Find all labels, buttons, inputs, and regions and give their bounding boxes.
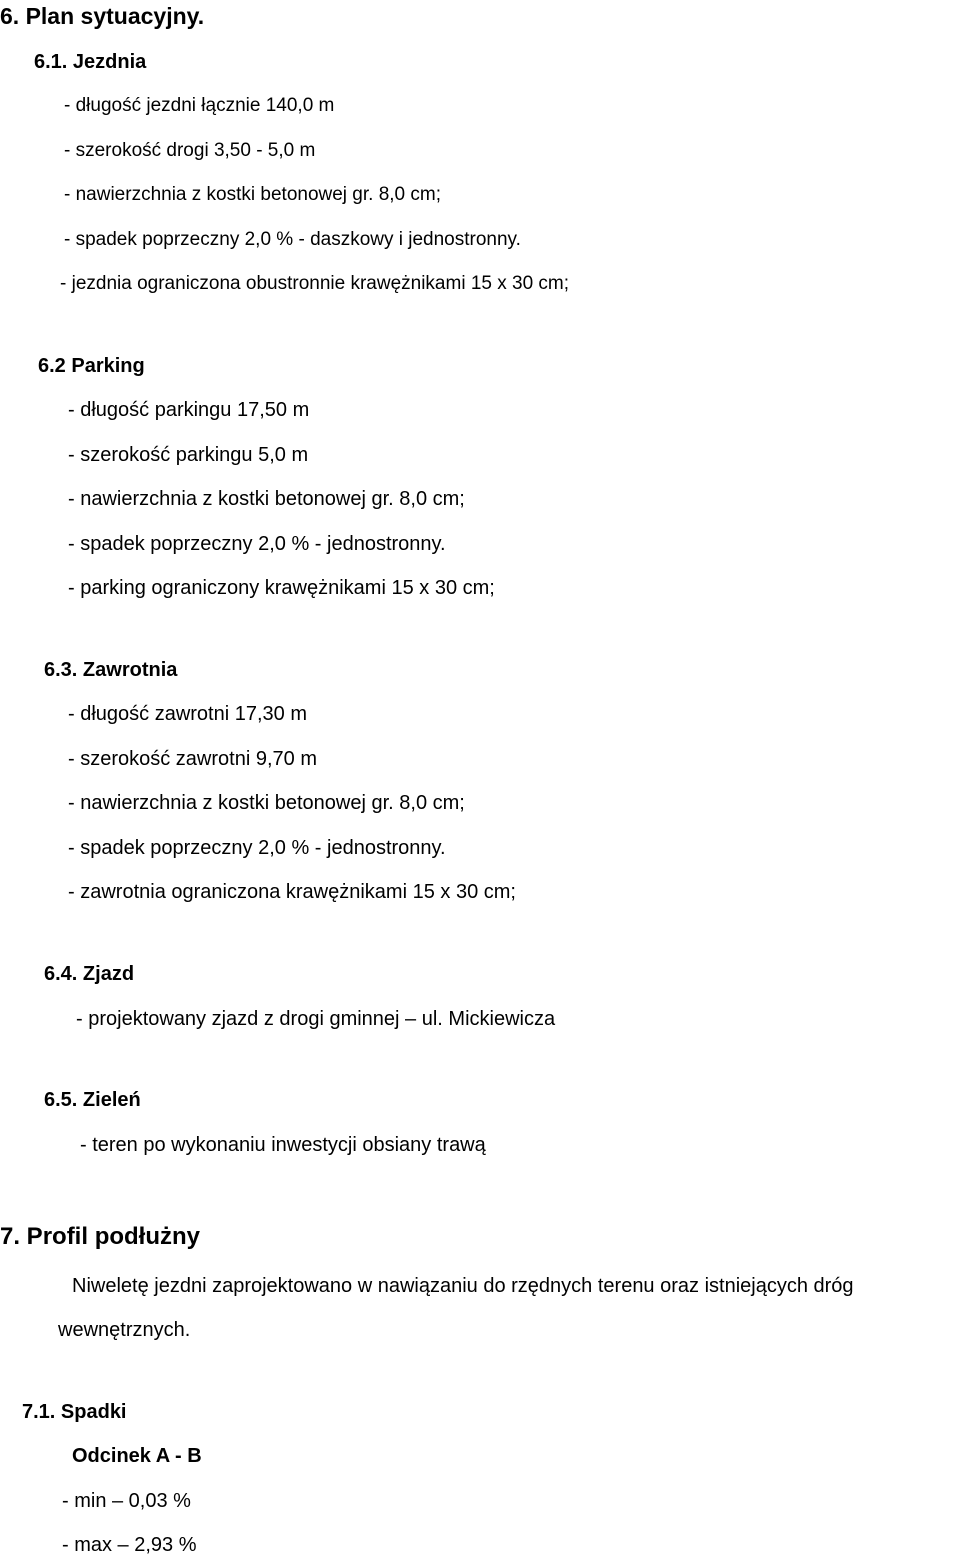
section-7-title: 7. Profil podłużny — [0, 1223, 201, 1250]
section-6-3-heading: 6.3. Zawrotnia — [44, 659, 178, 681]
list-item: - długość zawrotni 17,30 m — [68, 703, 308, 725]
list-item: - nawierzchnia z kostki betonowej gr. 8,0 cm; — [68, 792, 465, 814]
segment-subheading: Odcinek A - B — [72, 1445, 202, 1467]
list-item: - parking ograniczony krawężnikami 15 x 30 cm; — [68, 577, 495, 599]
section-7-1-heading: 7.1. Spadki — [22, 1401, 127, 1423]
list-item: - jezdnia ograniczona obustronnie krawężnikami 15 x 30 cm; — [60, 273, 570, 294]
list-item: - min – 0,03 % — [62, 1490, 191, 1512]
list-item: - szerokość zawrotni 9,70 m — [68, 748, 317, 770]
paragraph-line: Niweletę jezdni zaprojektowano w nawiązaniu do rzędnych terenu oraz istniejących dróg — [72, 1275, 854, 1297]
list-item: - spadek poprzeczny 2,0 % - jednostronny. — [68, 533, 446, 555]
list-item: - nawierzchnia z kostki betonowej gr. 8,0 cm; — [68, 488, 465, 510]
list-item: - teren po wykonaniu inwestycji obsiany trawą — [80, 1134, 486, 1156]
section-6-title: 6. Plan sytuacyjny. — [0, 3, 205, 29]
list-item: - zawrotnia ograniczona krawężnikami 15 x 30 cm; — [68, 881, 516, 903]
list-item: - max – 2,93 % — [62, 1534, 197, 1556]
list-item: - nawierzchnia z kostki betonowej gr. 8,0 cm; — [64, 184, 442, 205]
section-6-4-heading: 6.4. Zjazd — [44, 963, 135, 985]
list-item: - spadek poprzeczny 2,0 % - daszkowy i jednostronny. — [64, 229, 521, 250]
list-item: - szerokość parkingu 5,0 m — [68, 444, 309, 466]
section-6-5-heading: 6.5. Zieleń — [44, 1089, 141, 1111]
list-item: - długość jezdni łącznie 140,0 m — [64, 95, 335, 116]
list-item: - spadek poprzeczny 2,0 % - jednostronny. — [68, 837, 446, 859]
paragraph-line: wewnętrznych. — [58, 1319, 191, 1341]
section-6-1-heading: 6.1. Jezdnia — [34, 51, 147, 73]
list-item: - szerokość drogi 3,50 - 5,0 m — [64, 140, 316, 161]
section-6-2-heading: 6.2 Parking — [38, 355, 145, 377]
list-item: - projektowany zjazd z drogi gminnej – ul. Mickiewicza — [76, 1008, 556, 1030]
list-item: - długość parkingu 17,50 m — [68, 399, 310, 421]
